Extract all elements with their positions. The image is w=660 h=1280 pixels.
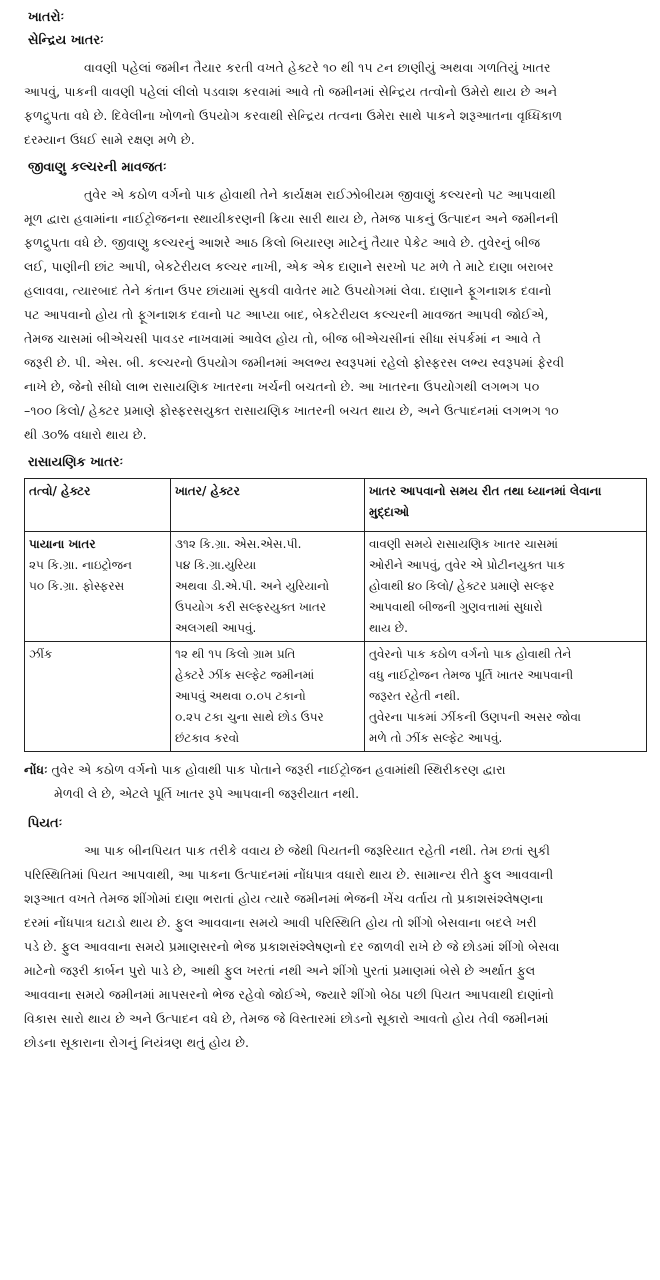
note-line-1: તુવેર એ કઠોળ વર્ગનો પાક હોવાથી પાક પોતાને જરૂરી નાઈટ્રોજન હવામાંથી સ્થિરીકરણ દ્વારા [51, 762, 506, 777]
table-cell [25, 642, 171, 752]
paragraph-line: વાવણી પહેલાં જમીન તૈયાર કરતી વખતે હેક્ટરે ૧૦ થી ૧૫ ટન છાણીયું અથવા ગળતિયું ખાતર [84, 60, 551, 75]
paragraph-line: હલાવવા, ત્યારબાદ તેને કંતાન ઉપર છાંયામાં સુકવી વાવેતર માટે ઉપયોગમાં લેવા. દાણાને ફૂગનાશક દવાનો [24, 283, 552, 298]
note-block [24, 758, 642, 806]
cell-line: અથવા ડી.એ.પી. અને યુરિયાનો [175, 579, 330, 593]
table-cell [365, 532, 647, 642]
paragraph-line: પરિસ્થિતિમાં પિયત આપવાથી, આ પાકના ઉત્પાદનમાં નોંધપાત્ર વધારો થાય છે. સામાન્ય રીતે ફુલ આવવાની [24, 867, 554, 882]
cell-line: મળે તો ઝીંક સલ્ફેટ આપવું. [369, 731, 503, 745]
cell-line: પાયાના ખાતર [29, 537, 96, 551]
cell-line: વધુ નાઈટ્રોજન તેમજ પૂર્તિ ખાતર આપવાની [369, 668, 574, 682]
table-header-method: ખાતર આપવાનો સમય રીત તથા ધ્યાનમાં લેવાના મુદ્દાઓ [365, 479, 647, 532]
heading-fertilizers: ખાતરોઃ [28, 10, 65, 25]
culture-paragraph [24, 183, 642, 447]
cell-line: ઉપયોગ કરી સલ્ફરયુક્ત ખાતર [175, 600, 327, 614]
cell-line: ૦.૨૫ ટકા ચુના સાથે છોડ ઉપર [175, 710, 324, 724]
heading-irrigation: પિયતઃ [28, 816, 63, 831]
cell-line: થાય છે. [369, 621, 408, 635]
cell-line: ૧૨ થી ૧૫ કિલો ગ્રામ પ્રતિ [175, 647, 296, 661]
note-label: નોંધઃ [24, 762, 48, 777]
paragraph-line: નાખે છે, જેનો સીધો લાભ રાસાયણિક ખાતરના ખર્ચની બચતનો છે. આ ખાતરના ઉપયોગથી લગભગ ૫૦ [24, 379, 540, 394]
irrigation-paragraph [24, 839, 642, 1055]
paragraph-line: માટેનો જરૂરી કાર્બન પુરો પાડે છે, આથી ફુલ ખરતાં નથી અને શીંગો પુરતાં પ્રમાણમાં બેસે છે અર્થાત ફુલ [24, 963, 536, 978]
cell-line: ઝીંક [29, 647, 53, 661]
paragraph-line: –૧૦૦ કિલો/ હેક્ટર પ્રમાણે ફોસ્ફરસયુક્ત રાસાયણિક ખાતરની બચત થાય છે, અને ઉત્પાદનમાં લગભગ ૧૦ [24, 403, 559, 418]
paragraph-line: જરૂરી છે. પી. એસ. બી. કલ્ચરનો ઉપયોગ જમીનમાં અલભ્ય સ્વરૂપમાં રહેલો ફોસ્ફરસ લભ્ય સ્વરૂપમાં ફેરવી [24, 355, 565, 370]
table-cell [171, 532, 365, 642]
table-cell [171, 642, 365, 752]
heading-chemical-fertilizer: રાસાયણિક ખાતરઃ [28, 455, 124, 470]
cell-line: હોવાથી ૪૦ કિલો/ હેક્ટર પ્રમાણે સલ્ફર [369, 579, 555, 593]
organic-paragraph [24, 56, 642, 152]
table-cell [25, 532, 171, 642]
paragraph-line: તુવેર એ કઠોળ વર્ગનો પાક હોવાથી તેને કાર્યક્ષમ રાઈઝોબીયમ જીવાણું કલ્ચરનો પટ આપવાથી [84, 187, 556, 202]
paragraph-line: છોડના સૂકારાના રોગનું નિયંત્રણ થતું હોય છે. [24, 1035, 250, 1050]
cell-line: ૫૪ કિ.ગ્રા.યુરિયા [175, 558, 257, 572]
paragraph-line: લઈ, પાણીની છાંટ આપી, બેકટેરીયલ કલ્ચર નાખી, એક એક દાણાને સરખો પટ મળે તે માટે દાણા બરાબર [24, 259, 554, 274]
paragraph-line: પટ આપવાનો હોય તો ફૂગનાશક દવાનો પટ આપ્યા બાદ, બેકટેરીયલ કલ્ચરની માવજત આપવી જોઈએ, [24, 307, 549, 322]
paragraph-line: શરૂઆત વખતે તેમજ શીંગોમાં દાણા ભરાતાં હોય ત્યારે જમીનમાં ભેજની ખેંચ વર્તાય તો પ્રકાશસંશ્લેષણના [24, 891, 544, 906]
paragraph-line: થી ૩૦% વધારો થાય છે. [24, 427, 147, 442]
fertilizer-table [24, 478, 647, 752]
paragraph-line: પડે છે. ફુલ આવવાના સમયે પ્રમાણસરનો ભેજ પ્રકાશસંશ્લેષણનો દર જાળવી રાખે છે જે છોડમાં શીંગો બેસવા [24, 939, 560, 954]
table-header-fertilizer: ખાતર/ હેક્ટર [171, 479, 365, 532]
cell-line: અલગથી આપવું. [175, 621, 257, 635]
table-header-row [25, 479, 647, 532]
cell-line: હેક્ટરે ઝીંક સલ્ફેટ જમીનમાં [175, 668, 315, 682]
cell-line: ૨૫ કિ.ગ્રા. નાઇટ્રોજન [29, 558, 132, 572]
paragraph-line: ફળદ્રુપતા વધે છે. દિવેલીના ખોળનો ઉપયોગ કરવાથી સેન્દ્રિય તત્વના ઉમેરા સાથે પાકને શરૂઆતના વૃધ્ધિકાળ [24, 108, 563, 123]
paragraph-line: તેમજ ચાસમાં બીએચસી પાવડર નાખવામાં આવેલ હોય તો, બીજ બીએચસીનાં સીધા સંપર્કમાં ન આવે તે [24, 331, 542, 346]
cell-line: વાવણી સમયે રાસાયણિક ખાતર ચાસમાં [369, 537, 558, 551]
heading-organic-manure: સેન્દ્રિય ખાતરઃ [28, 33, 104, 48]
heading-culture-treatment: જીવાણુ કલ્ચરની માવજતઃ [28, 160, 167, 175]
cell-line: તુવેરનો પાક કઠોળ વર્ગનો પાક હોવાથી તેને [369, 647, 572, 661]
note-line-2: મેળવી લે છે, એટલે પૂર્તિ ખાતર રૂપે આપવાની જરૂરીયાત નથી. [54, 786, 360, 801]
paragraph-line: આપવું, પાકની વાવણી પહેલાં લીલો પડવાશ કરવામાં આવે તો જમીનમાં સેન્દ્રિય તત્વોનો ઉમેરો થાય છે અને [24, 84, 558, 99]
table-header-nutrients: તત્વો/ હેક્ટર [25, 479, 171, 532]
table-cell [365, 642, 647, 752]
table-row [25, 532, 647, 642]
cell-line: ૩૧૨ કિ.ગ્રા. એસ.એસ.પી. [175, 537, 302, 551]
paragraph-line: આ પાક બીનપિયત પાક તરીકે વવાય છે જેથી પિયતની જરૂરિયાત રહેતી નથી. તેમ છતાં સુકી [84, 843, 551, 858]
paragraph-line: મૂળ દ્વારા હવામાંના નાઈટ્રોજનના સ્થાયીકરણની ક્રિયા સારી થાય છે, તેમજ પાકનું ઉત્પાદન અને જમીનની [24, 211, 559, 226]
cell-line: જરૂરત રહેતી નથી. [369, 689, 461, 703]
cell-line: આપવું અથવા ૦.૦૫ ટકાનો [175, 689, 306, 703]
cell-line: છંટકાવ કરવો [175, 731, 240, 745]
paragraph-line: દરમાં નોંધપાત્ર ઘટાડો થાય છે. ફુલ આવવાના સમયે આવી પરિસ્થિતિ હોય તો શીંગો બેસવાના બદલે ખરી [24, 915, 537, 930]
cell-line: આપવાથી બીજની ગુણવત્તામાં સુધારો [369, 600, 543, 614]
cell-line: ૫૦ કિ.ગ્રા. ફોસ્ફરસ [29, 579, 125, 593]
cell-line: ઓરીને આપવું, તુવેર એ પ્રોટીનયુક્ત પાક [369, 558, 566, 572]
table-row [25, 642, 647, 752]
paragraph-line: ફળદ્રુપતા વધે છે. જીવાણુ કલ્ચરનું આશરે આઠ કિલો બિયારણ માટેનું તૈયાર પેકેટ આવે છે. તુવેરનું બીજ [24, 235, 541, 250]
paragraph-line: વિકાસ સારો થાય છે અને ઉત્પાદન વધે છે, તેમજ જે વિસ્તારમાં છોડનો સૂકારો આવતો હોય તેવી જમીનમાં [24, 1011, 549, 1026]
paragraph-line: આવવાના સમયે જમીનમાં માપસરનો ભેજ રહેવો જોઈએ, જ્યારે શીંગો બેઠા પછી પિયત આપવાથી દાણાંનો [24, 987, 554, 1002]
paragraph-line: દરમ્યાન ઉધઈ સામે રક્ષણ મળે છે. [24, 132, 195, 147]
cell-line: તુવેરના પાકમાં ઝીંકની ઉણપની અસર જોવા [369, 710, 581, 724]
